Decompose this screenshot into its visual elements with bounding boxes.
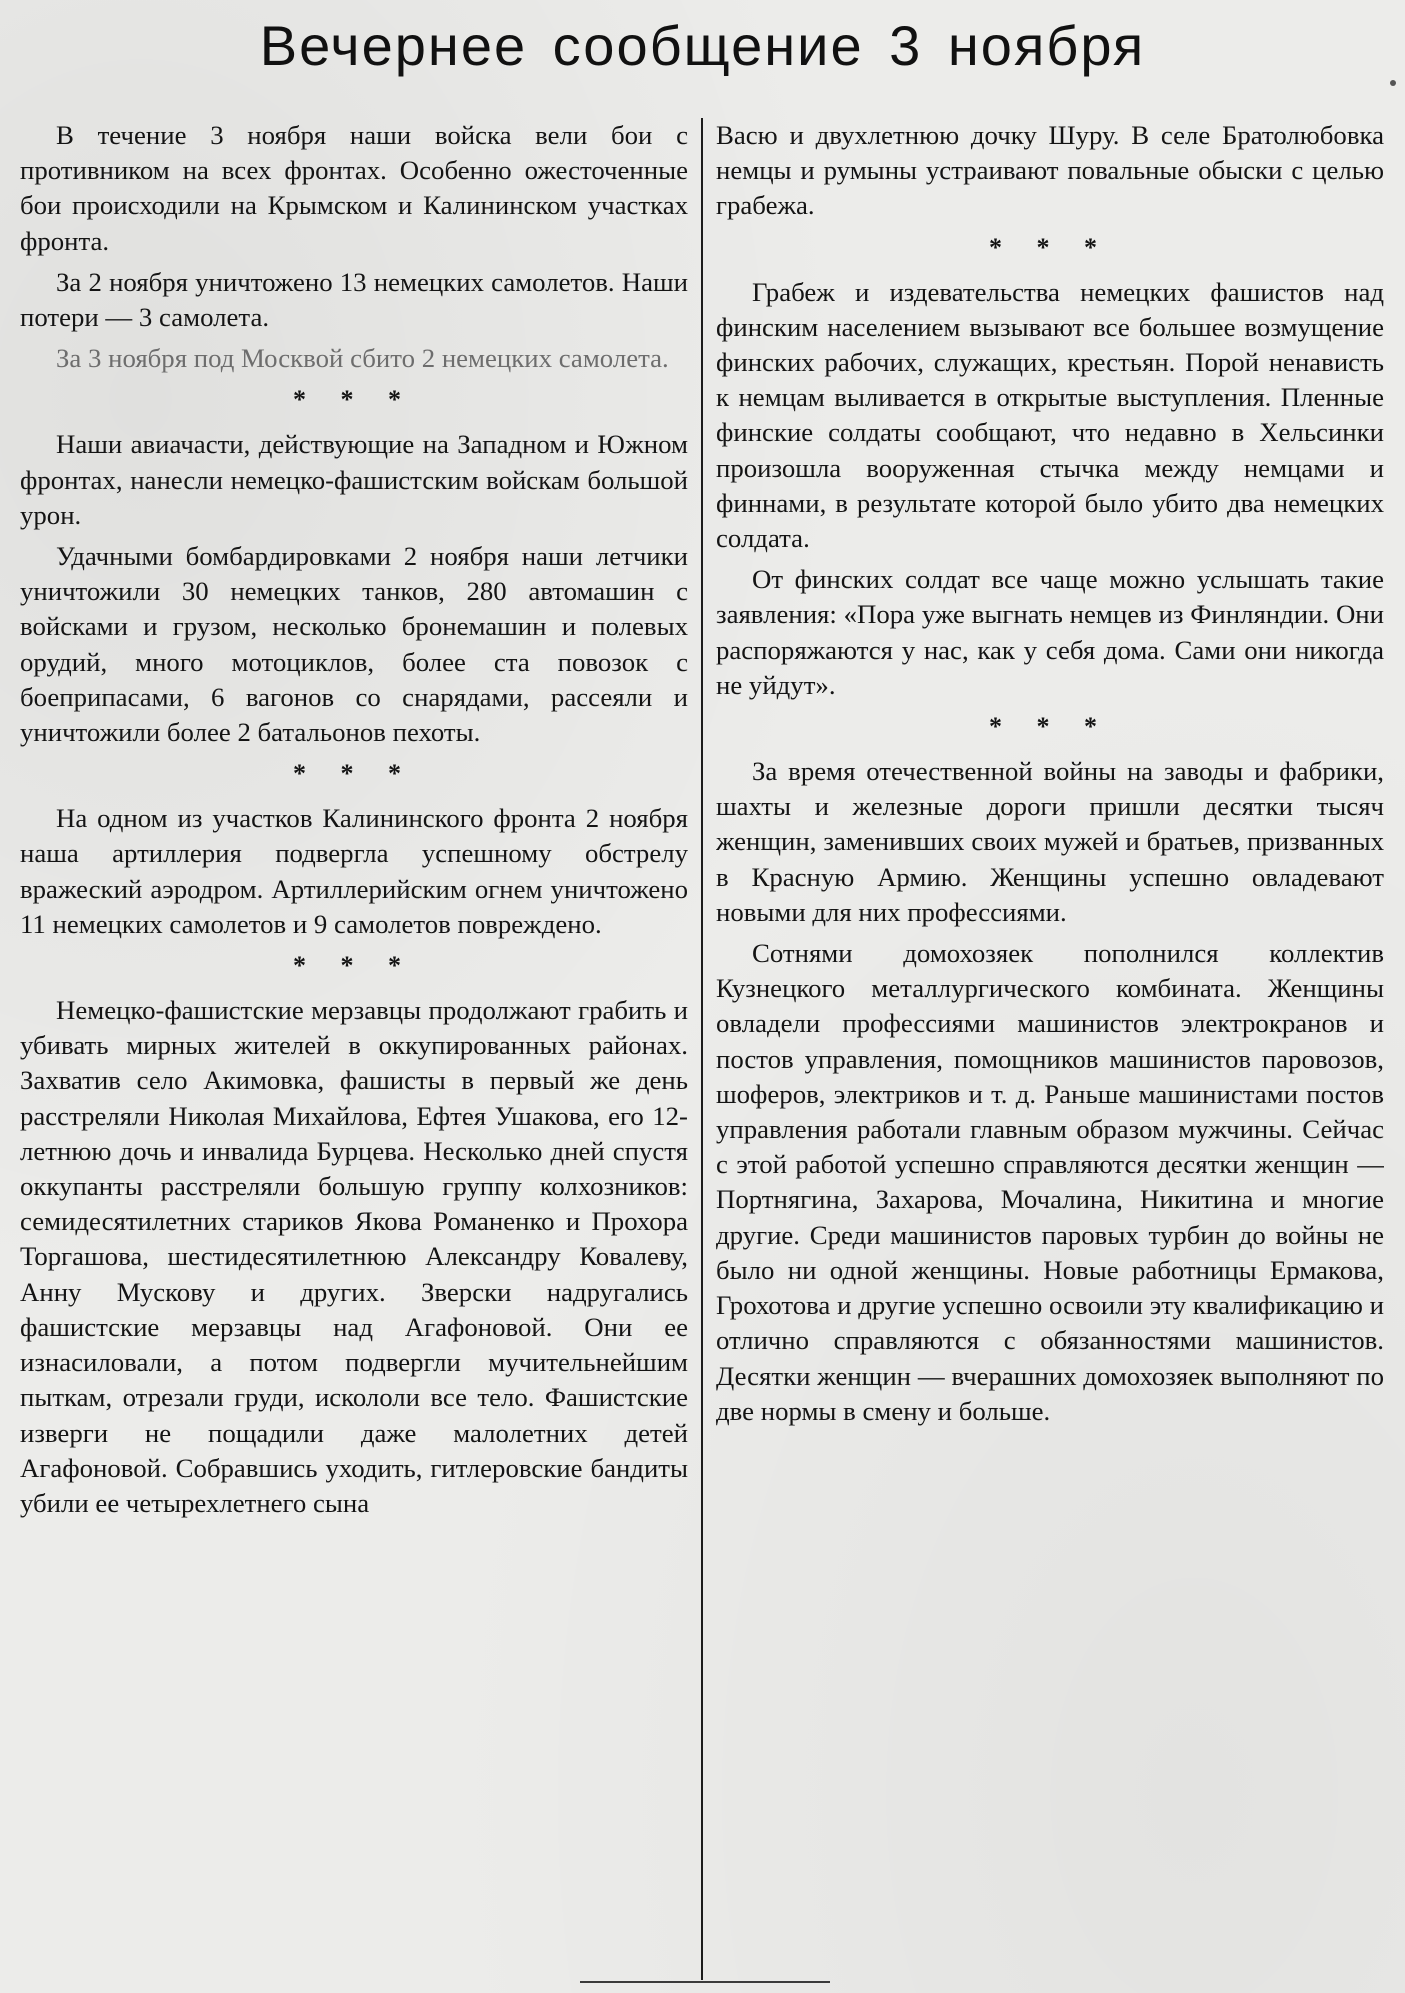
paragraph-finnish-soldiers: От финских солдат все чаще можно услышать такие заявления: «Пора уже выгнать немцев из Финляндии. Они распоряжаются у нас, как у себя дома. Сами они никогда не уйдут». [716,564,1384,700]
paragraph-bombing: Удачными бомбардировками 2 ноября наши летчики уничтожили 30 немецких танков, 280 автомашин с войсками и грузом, несколько бронемашин и полевых орудий, много мотоциклов, более ста повозок с боеприпасами, 6 вагонов со снарядами, рассеяли и уничтожили более 2 батальонов пехоты. [20,541,688,748]
bottom-divider [580,1981,830,1983]
paragraph-atrocities: Немецко-фашистские мерзавцы продолжают грабить и убивать мирных жителей в оккупированных районах. Захватив село Акимовка, фашисты в первый же день расстреляли Николая Михайлова, Ефтея Ушакова, его 12-летнюю дочь и инвалида Бурцева. Несколько дней спустя оккупанты расстреляли большую группу колхозников: семидесятилетних стариков Якова Романенко и Прохора Торгашова, шестидесятилетнюю Александру Ковалеву, Анну Мускову и других. Зверски надругались фашистские мерзавцы над Агафоновой. Они ее изнасиловали, а потом подвергли мучительнейшим пыткам, отрезали груди, искололи все тело. Фашистские изверги не пощадили даже малолетних детей Агафоновой. Собравшись уходить, гитлеровские бандиты убили ее четырехлетнего сына [20,995,688,1518]
paragraph-artillery: На одном из участков Калининского фронта 2 ноября наша артиллерия подвергла успешному обстрелу вражеский аэродром. Артиллерийским огнем уничтожено 11 немецких самолетов и 9 самолетов повреждено. [20,803,688,939]
paragraph-moscow-planes: За 3 ноября под Москвой сбито 2 немецких самолета. [56,343,669,374]
paragraph-fronts-summary: В течение 3 ноября наши войска вели бои с противником на всех фронтах. Особенно ожесточенные бои происходили на Крымском и Калининском участках фронта. [20,120,688,256]
paragraph-kuznetsk-combine: Сотнями домохозяек пополнился коллектив Кузнецкого металлургического комбината. Женщины овладели профессиями машинистов электрокранов и постов управления, помощников машинистов паровозов, шоферов, электриков и т. д. Раньше машинистами постов управления работали главным образом мужчины. Сейчас с этой работой успешно справляются десятки женщин — Портнягина, Захарова, Мочалина, Никитина и многие другие. Среди машинистов паровых турбин до войны не было ни одной женщины. Новые работницы Ермакова, Грохотова и другие успешно освоили эту квалификацию и отлично справляются с обязанностями машинистов. Десятки женщин — вчерашних домохозяек выполняют по две нормы в смену и больше. [716,938,1384,1426]
paragraph-air-units: Наши авиачасти, действующие на Западном и Южном фронтах, нанесли немецко-фашистским войскам большой урон. [20,429,688,530]
article-headline: Вечернее сообщение 3 ноября [259,14,1146,77]
left-column [20,118,688,1978]
column-divider [701,118,703,1980]
section-separator: * * * [989,712,1111,742]
section-separator: * * * [293,385,415,415]
section-separator: * * * [293,951,415,981]
section-separator: * * * [989,232,1111,262]
section-separator: * * * [293,759,415,789]
paragraph-women-workers: За время отечественной войны на заводы и фабрики, шахты и железные дороги пришли десятки тысяч женщин, заменивших своих мужей и братьев, призванных в Красную Армию. Женщины успешно овладевают новыми для них профессиями. [716,756,1384,927]
print-mark [1390,80,1396,86]
right-column [716,118,1384,1978]
paragraph-finland-unrest: Грабеж и издевательства немецких фашистов над финским населением вызывают все большее возмущение финских рабочих, служащих, крестьян. Порой ненависть к немцам выливается в открытые выступления. Пленные финские солдаты сообщают, что недавно в Хельсинки произошла вооруженная стычка между немцами и финнами, в результате которой было убито два немецких солдата. [716,276,1384,554]
paragraph-planes-nov2: За 2 ноября уничтожено 13 немецких самолетов. Наши потери — 3 самолета. [20,266,688,333]
paragraph-atrocities-continued: Васю и двухлетнюю дочку Шуру. В селе Братолюбовка немцы и румыны устраивают повальные обыски с целью грабежа. [716,120,1384,221]
